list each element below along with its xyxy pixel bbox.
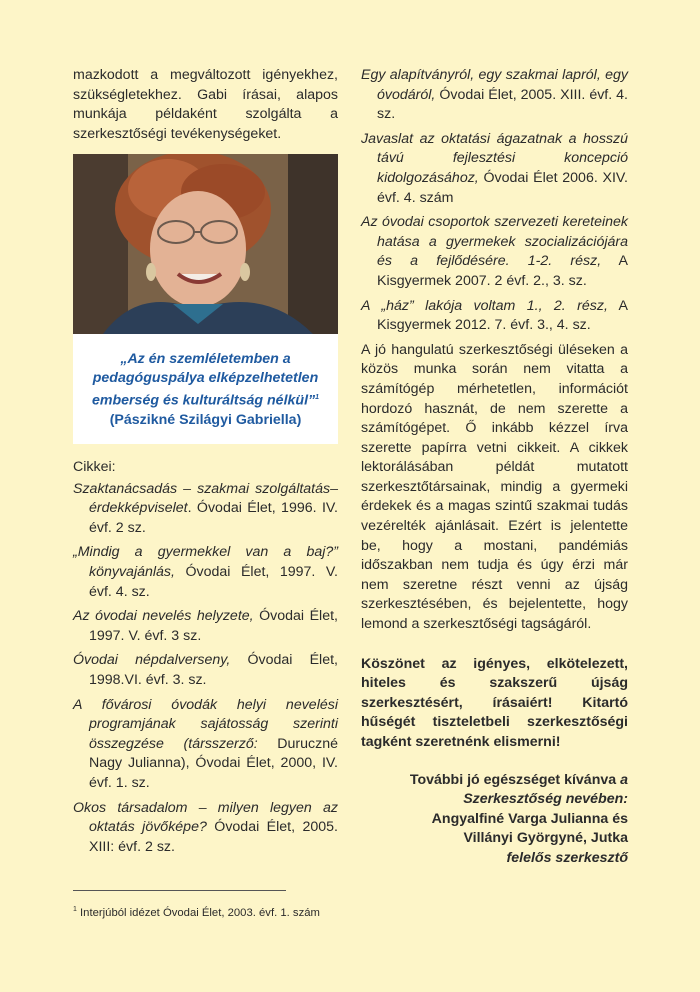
body-paragraph: A jó hangulatú szerkesztőségi üléseken a közös munka során nem vitatta a számítógép mérhetetlen, információt hordozó hasznát, de nem szerette a számítógépet. Ő inkább kézzel írva szerette papírra vetni cikkeit. A cikkek lektorálásában példát mutatott szerkesztőtársainak, mindig a gyermeki érdekek és a magas szintű szakmai tudás vezérelték ajánlásait. Ezért is jelentette be, hogy a mostani, pandémiás időszakban nem tudja és úgy érzi már nem szeretne részt venni az újság szerkesztésében, és bejelentette, hogy lemond a szerkesztőségi tagságáról. — [361, 341, 628, 633]
reference-item: A „ház” lakója voltam 1., 2. rész, A Kisgyermek 2012. 7. évf. 3., 4. sz. — [361, 297, 628, 334]
footnote-text: Interjúból idézet Óvodai Élet, 2003. évf. 1. szám — [80, 906, 320, 919]
signature-line-1-italic: a — [616, 771, 628, 788]
reference-item: „Mindig a gyermekkel van a baj?” könyvajánlás, Óvodai Élet, 1997. V. évf. 4. sz. — [73, 544, 338, 600]
signature-line-5: felelős szerkesztő — [506, 849, 628, 866]
signature-line-3: Angyalfiné Varga Julianna és — [431, 810, 628, 827]
signature-line-4: Villányi Györgyné, Jutka — [463, 830, 628, 847]
reference-item: Az óvodai nevelés helyzete, Óvodai Élet, 1997. V. évf. 3 sz. — [73, 608, 338, 644]
caption-author: (Pászikné Szilágyi Gabriella) — [109, 412, 302, 429]
reference-item: Óvodai népdalverseny, Óvodai Élet, 1998.VI. évf. 3. sz. — [73, 652, 338, 689]
footnote — [73, 903, 320, 920]
signature-block — [361, 771, 628, 869]
portrait-photo-illustration — [73, 154, 338, 334]
reference-item: Javaslat az oktatási ágazatnak a hosszú távú fejlesztési koncepció kidolgozásához, Óvodai Élet 2006. XIV. évf. 4. szám — [361, 130, 628, 206]
footnote-mark: 1 — [73, 906, 77, 913]
signature-line-2: Szerkesztőség nevében: — [463, 791, 628, 808]
footnote-divider — [73, 890, 286, 891]
portrait-photo — [73, 154, 338, 334]
right-column — [361, 66, 628, 869]
reference-item: Egy alapítványról, egy szakmai lapról, egy óvodáról, Óvodai Élet, 2005. XIII. évf. 4. sz. — [361, 67, 628, 123]
reference-item: Az óvodai csoportok szervezeti kereteinek hatása a gyermekek szocializációjára és a fejlődésére. 1-2. rész, A Kisgyermek 2007. 2 évf. 2., 3. sz. — [361, 214, 628, 289]
caption-footnote-mark: 1 — [315, 394, 320, 402]
reference-item: Szaktanácsadás – szakmai szolgáltatás–érdekképviselet. Óvodai Élet, 1996. IV. évf. 2 sz. — [73, 480, 338, 536]
signature-line-1: További jó egészséget kívánva — [409, 771, 617, 788]
articles-label: Cikkei: — [73, 459, 116, 476]
photo-caption — [73, 334, 338, 444]
thanks-paragraph: Köszönet az igényes, elkötelezett, hiteles és szakszerű újság szerkesztésért, írásaiért! Kitartó hűségét tiszteletbeli szerkesztőségi tagként szeretnénk elismerni! — [361, 655, 628, 750]
reference-item: Okos társadalom – milyen legyen az oktatás jövőképe? Óvodai Élet, 2005. XIII: évf. 2 sz. — [73, 799, 338, 855]
caption-quote: „Az én szemléletemben a pedagóguspálya elképzelhetetlen emberség és kulturáltság nélkül” — [91, 351, 319, 410]
reference-item: A fővárosi óvodák helyi nevelési programjának sajátosság szerinti összegzése (társszerző: Duruczné Nagy Julianna), Óvodai Élet, 2000, IV. évf. 1. sz. — [73, 696, 338, 792]
intro-paragraph: mazkodott a megváltozott igényekhez, szükségletekhez. Gabi írásai, alapos munkája példaként szolgálta a szerkesztőségi tevékenységeket. — [73, 67, 338, 142]
left-column — [73, 66, 338, 862]
